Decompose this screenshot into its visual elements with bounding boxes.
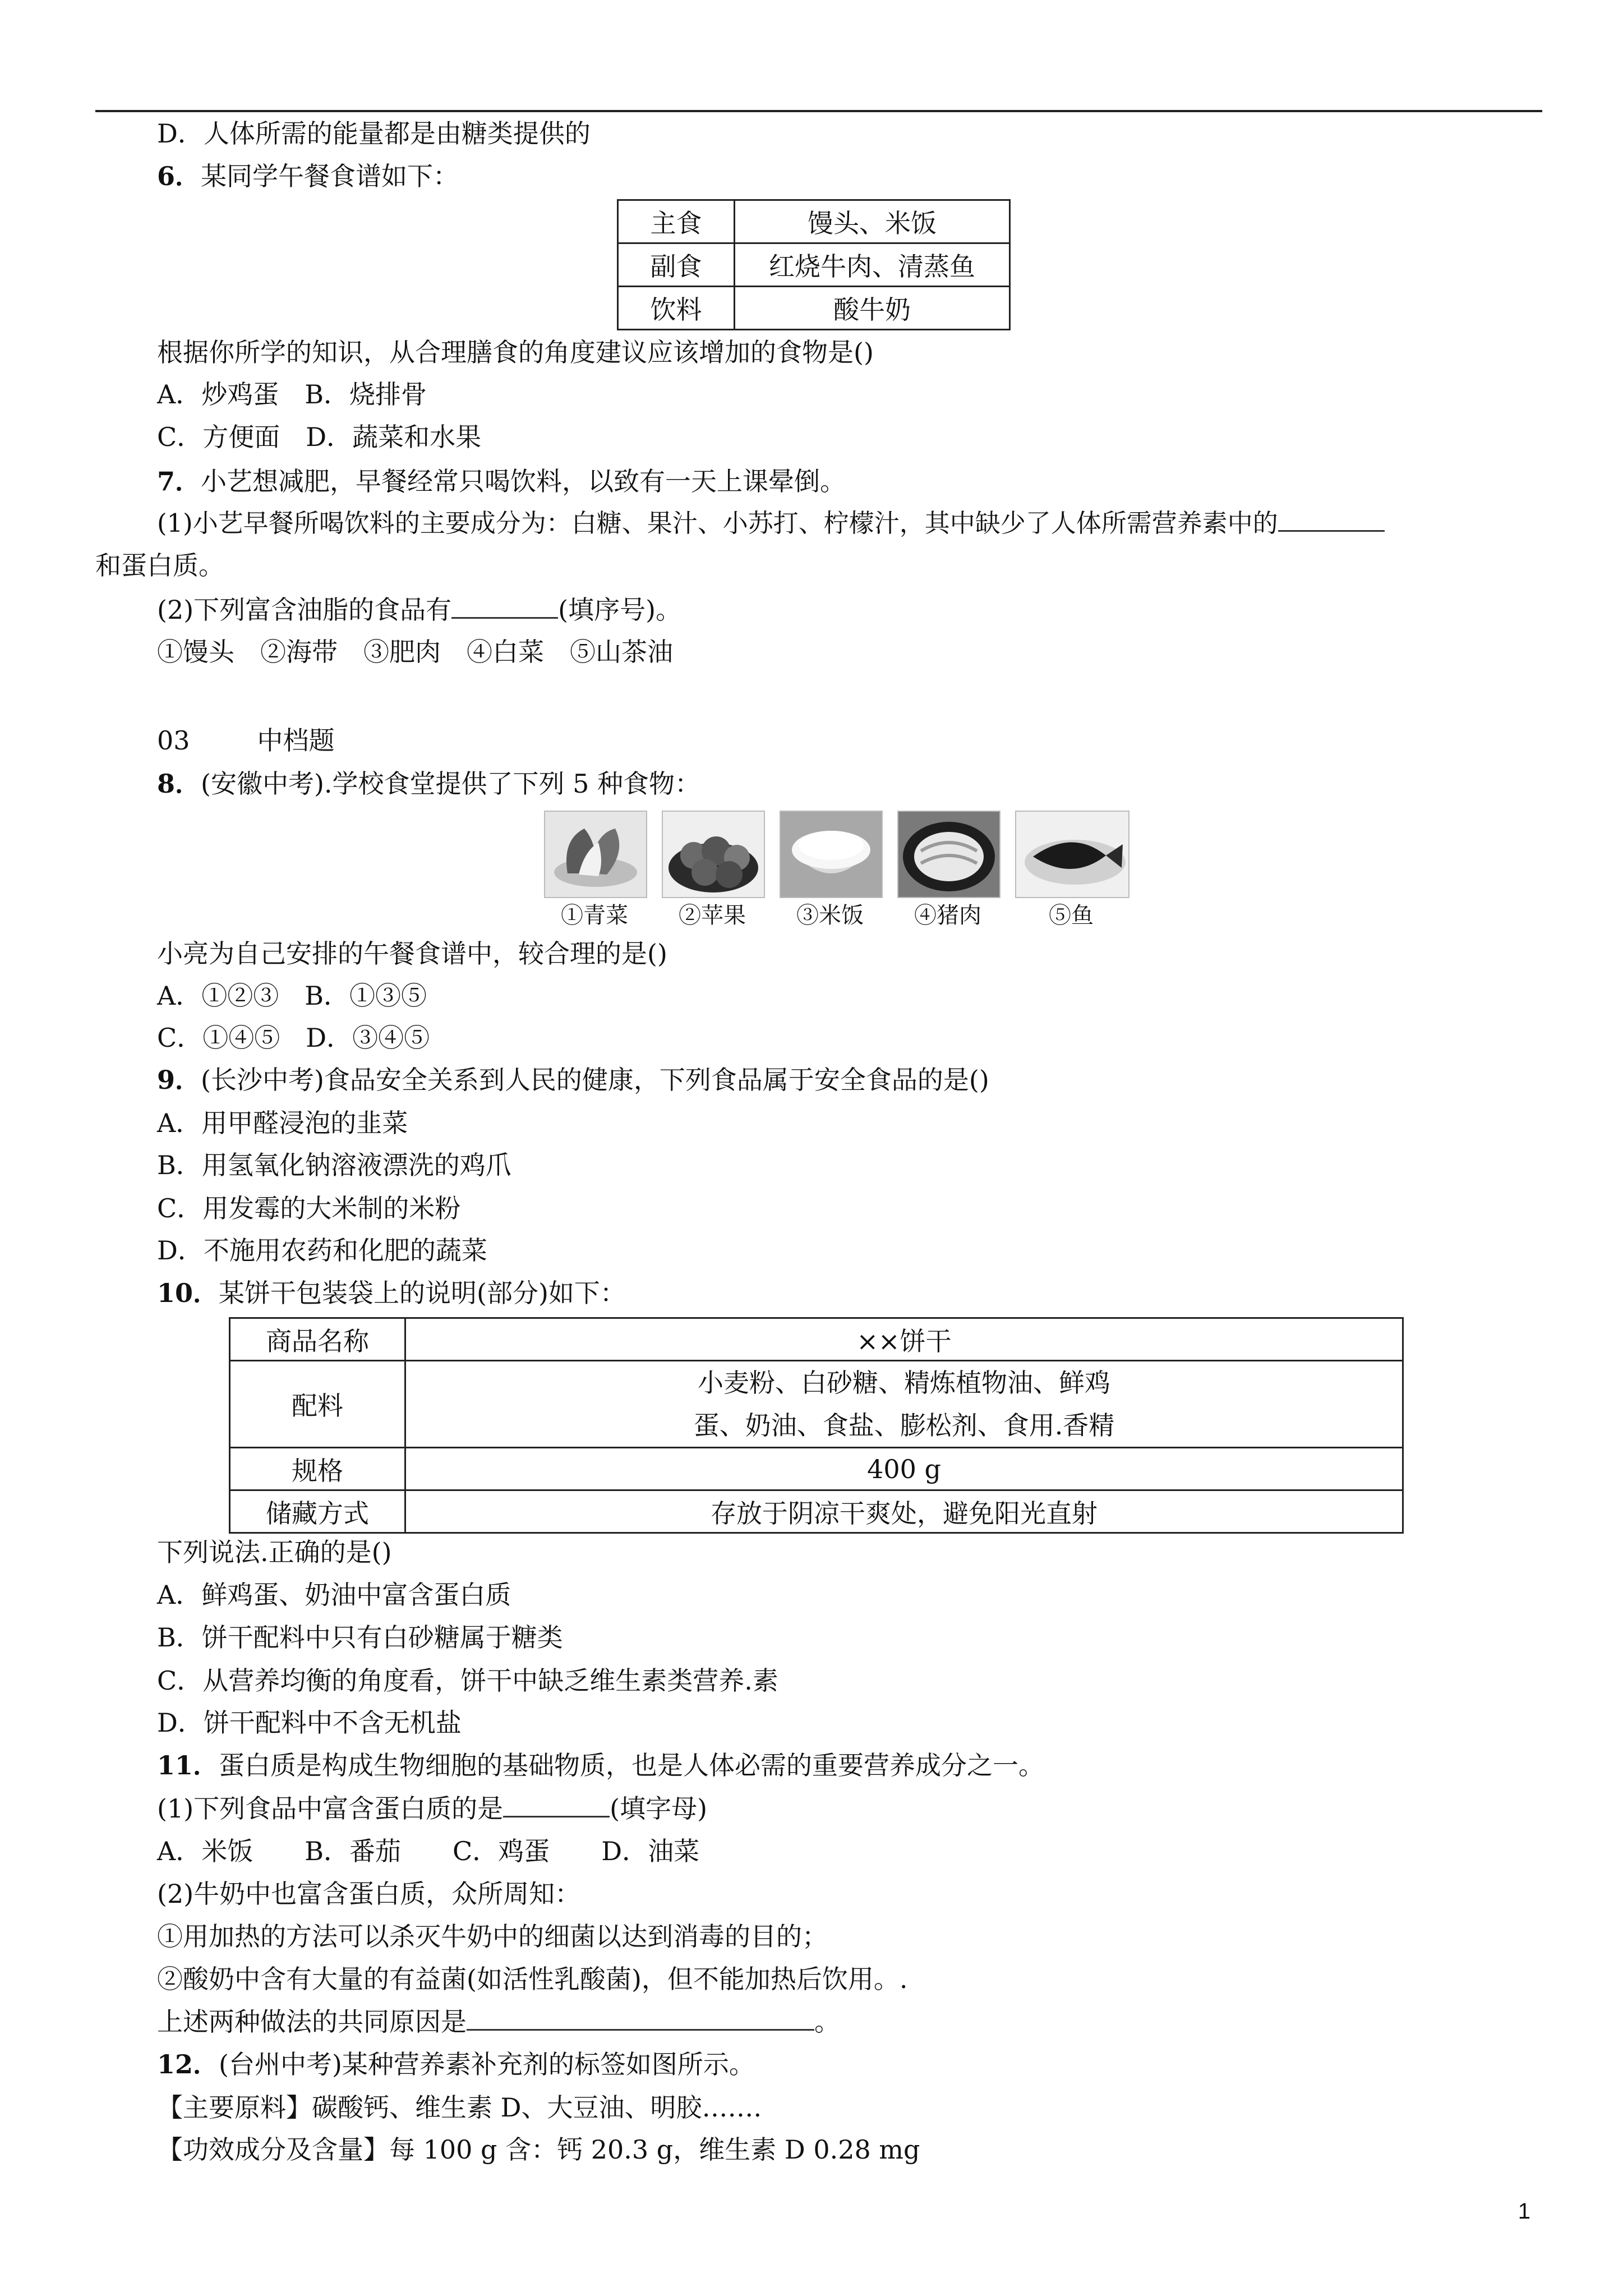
q6-options-ab: A．炒鸡蛋 B．烧排骨	[157, 379, 427, 409]
q7-part2-items: ①馒头 ②海带 ③肥肉 ④白菜 ⑤山茶油	[157, 637, 673, 667]
q9-option-d: D．不施用农药和化肥的蔬菜	[157, 1235, 487, 1266]
q11-fact2: ②酸奶中含有大量的有益菌(如活性乳酸菌)，但不能加热后饮用。.	[157, 1964, 908, 1994]
q8-options-cd: C．①④⑤ D．③④⑤	[157, 1023, 430, 1053]
greens-photo	[544, 811, 647, 898]
answer-blank[interactable]	[451, 595, 558, 619]
q7-part1: (1)小艺早餐所喝饮料的主要成分为：白糖、果汁、小苏打、柠檬汁，其中缺少了人体所需营养素中的	[157, 507, 1385, 540]
menu-label-side: 副食	[618, 243, 735, 287]
menu-value-side: 红烧牛肉、清蒸鱼	[735, 243, 1010, 287]
label-name-header: 商品名称	[230, 1318, 405, 1361]
q7-part1-cont: 和蛋白质。	[95, 550, 224, 581]
q11-conclusion: 上述两种做法的共同原因是 。	[157, 2007, 840, 2037]
q11-fact1: ①用加热的方法可以杀灭牛奶中的细菌以达到消毒的目的；	[157, 1921, 828, 1952]
label-ingredients-value: 小麦粉、白砂糖、精炼植物油、鲜鸡 蛋、奶油、食盐、膨松剂、食用.香精	[405, 1361, 1403, 1448]
apples-photo	[662, 811, 765, 898]
q10-option-d: D．饼干配料中不含无机盐	[157, 1708, 462, 1738]
q12-label-line1: 【主要原料】碳酸钙、维生素 D、大豆油、明胶…….	[157, 2092, 762, 2123]
section-header	[157, 724, 335, 757]
q8-stem: 8．(安徽中考).学校食堂提供了下列 5 种食物：	[157, 769, 701, 799]
question-number: 9．	[157, 1065, 201, 1095]
q12-stem: 12．(台州中考)某种营养素补充剂的标签如图所示。	[157, 2049, 755, 2079]
q10-option-c: C．从营养均衡的角度看，饼干中缺乏维生素类营养.素	[157, 1665, 778, 1696]
menu-label-drink: 饮料	[618, 287, 735, 330]
q11-part2: (2)牛奶中也富含蛋白质，众所周知：	[157, 1879, 581, 1909]
food-caption-4: ④猪肉	[914, 903, 981, 928]
fish-photo	[1015, 811, 1129, 898]
q11-part1: (1)下列食品中富含蛋白质的是 (填字母)	[157, 1793, 708, 1824]
question-number: 12．	[157, 2049, 219, 2079]
menu-value-drink: 酸牛奶	[735, 287, 1010, 330]
question-number: 8．	[157, 769, 201, 799]
section-code: 03	[157, 725, 190, 756]
q7-stem: 7．小艺想减肥，早餐经常只喝饮料，以致有一天上课晕倒。	[157, 466, 846, 496]
q11-part1-options: A．米饭 B．番茄 C．鸡蛋 D．油菜	[157, 1836, 700, 1866]
q9-option-a: A．用甲醛浸泡的韭菜	[157, 1108, 408, 1138]
food-caption-2: ②苹果	[679, 903, 746, 928]
q6-question: 根据你所学的知识，从合理膳食的角度建议应该增加的食物是()	[157, 337, 874, 367]
answer-blank[interactable]	[467, 2007, 814, 2031]
q8-question: 小亮为自己安排的午餐食谱中，较合理的是()	[157, 938, 667, 969]
q9-option-b: B．用氢氧化钠溶液漂洗的鸡爪	[157, 1150, 511, 1180]
q8-options-ab: A．①②③ B．①③⑤	[157, 981, 427, 1011]
pork-photo	[897, 811, 1000, 898]
q9-stem: 9．(长沙中考)食品安全关系到人民的健康，下列食品属于安全食品的是()	[157, 1065, 989, 1095]
q11-stem: 11．蛋白质是构成生物细胞的基础物质，也是人体必需的重要营养成分之一。	[157, 1750, 1045, 1780]
answer-blank[interactable]	[1278, 508, 1385, 532]
q6-stem: 6．某同学午餐食谱如下：	[157, 161, 459, 191]
q7-part2: (2)下列富含油脂的食品有 (填序号)。	[157, 595, 682, 625]
header-rule	[95, 110, 1542, 112]
label-storage-value: 存放于阴凉干爽处，避免阳光直射	[405, 1490, 1403, 1533]
food-caption-5: ⑤鱼	[1049, 903, 1094, 928]
question-number: 10．	[157, 1278, 219, 1308]
lunch-menu-table	[617, 199, 1011, 330]
label-storage-header: 储藏方式	[230, 1490, 405, 1533]
q12-label-line2: 【功效成分及含量】每 100 g 含：钙 20.3 g，维生素 D 0.28 mg	[157, 2134, 920, 2165]
question-number: 6．	[157, 161, 201, 191]
food-caption-1: ①青菜	[561, 903, 628, 928]
label-spec-header: 规格	[230, 1448, 405, 1490]
food-caption-3: ③米饭	[796, 903, 864, 928]
section-title: 中档题	[257, 725, 335, 756]
question-number: 7．	[157, 466, 201, 496]
rice-photo	[780, 811, 883, 898]
q10-stem: 10．某饼干包装袋上的说明(部分)如下：	[157, 1278, 626, 1308]
q9-option-c: C．用发霉的大米制的米粉	[157, 1193, 461, 1223]
biscuit-label-table	[229, 1317, 1404, 1534]
label-name-value: ××饼干	[405, 1318, 1403, 1361]
q10-option-b: B．饼干配料中只有白砂糖属于糖类	[157, 1622, 563, 1653]
answer-blank[interactable]	[503, 1793, 610, 1818]
label-ingredients-header: 配料	[230, 1361, 405, 1448]
menu-label-staple: 主食	[618, 200, 735, 243]
q5-option-d: D．人体所需的能量都是由糖类提供的	[157, 118, 591, 149]
q10-question: 下列说法.正确的是()	[157, 1537, 392, 1567]
q6-options-cd: C．方便面 D．蔬菜和水果	[157, 422, 482, 452]
question-number: 11．	[157, 1750, 219, 1780]
q10-option-a: A．鲜鸡蛋、奶油中富含蛋白质	[157, 1580, 511, 1610]
menu-value-staple: 馒头、米饭	[735, 200, 1010, 243]
page-number: 1	[1518, 2199, 1530, 2224]
label-spec-value: 400 g	[405, 1448, 1403, 1490]
